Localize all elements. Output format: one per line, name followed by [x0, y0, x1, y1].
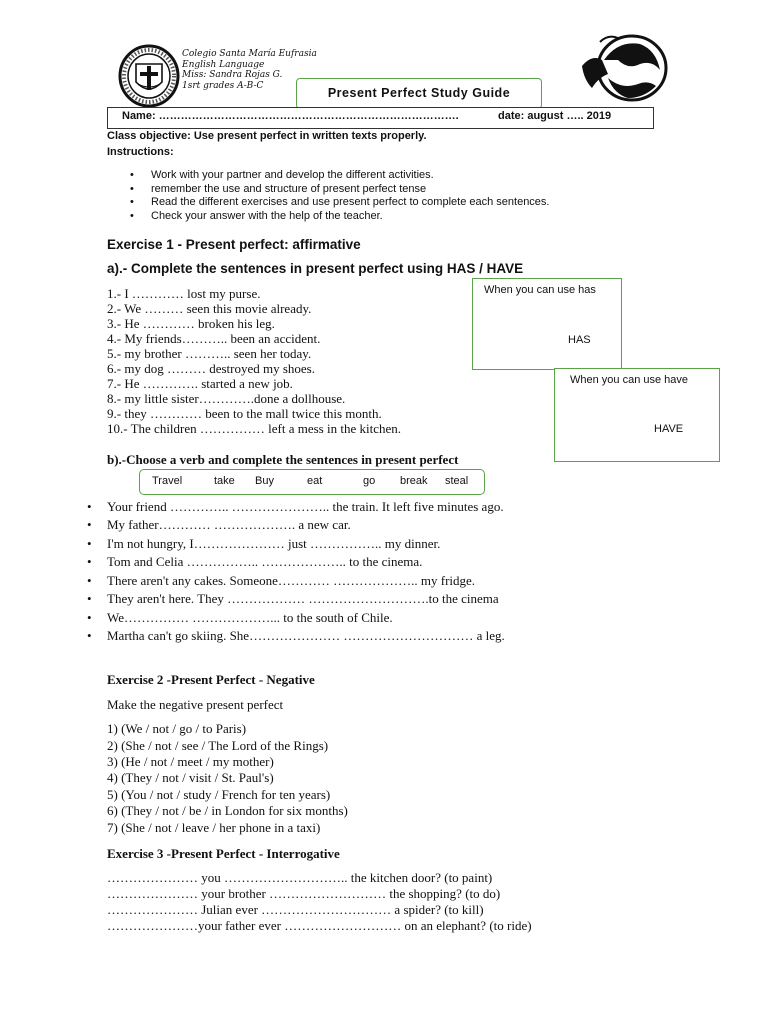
teacher-name: Miss: Sandra Rojas G.: [182, 70, 283, 80]
verb-bank: [139, 469, 485, 495]
name-field[interactable]: Name: ……………………………………………………………………….: [122, 110, 459, 122]
exercise2-subtitle: Make the negative present perfect: [107, 697, 284, 712]
question-item: ………………… you ……………………….. the kitchen door? (to paint): [107, 870, 493, 885]
bullet: •: [87, 536, 92, 551]
sentence-item: I'm not hungry, I………………… just …………….. my dinner.: [107, 536, 441, 551]
instructions-list: [130, 169, 549, 223]
sentence-item: We…………… ………………... to the south of Chile.: [107, 610, 393, 625]
verb-word: go: [363, 475, 376, 487]
question-item: ………………… your brother ……………………… the shopping? (to do): [107, 886, 501, 901]
verb-word: break: [400, 475, 428, 487]
sentence-item: Your friend ………….. ………………….. the train. It left five minutes ago.: [107, 499, 504, 514]
have-box-heading: When you can use have: [570, 374, 689, 386]
negative-item: 3) (He / not / meet / my mother): [107, 754, 274, 769]
sentence-item: My father………… ………………. a new car.: [107, 517, 351, 532]
instruction-item: • Work with your partner and develop the different activities.: [130, 169, 549, 183]
instruction-item: • Check your answer with the help of the teacher.: [130, 210, 549, 224]
class-objective: Class objective: Use present perfect in written texts properly.: [107, 130, 427, 142]
page-title: Present Perfect Study Guide: [327, 86, 511, 100]
verb-word: Buy: [255, 475, 274, 487]
sentence-item: Martha can't go skiing. She………………… ………………………… a leg.: [107, 628, 505, 643]
bullet: •: [87, 499, 92, 514]
verb-word: eat: [307, 475, 323, 487]
sentence-item: 10.- The children …………… left a mess in the kitchen.: [107, 421, 401, 436]
sentence-item: 7.- He …………. started a new job.: [107, 376, 293, 391]
school-crest-logo: [118, 44, 180, 108]
exercise3-title: Exercise 3 -Present Perfect - Interrogative: [107, 846, 340, 861]
bullet: •: [87, 591, 92, 606]
negative-item: 5) (You / not / study / French for ten years): [107, 787, 331, 802]
negative-item: 7) (She / not / leave / her phone in a taxi): [107, 820, 321, 835]
subject-name: English Language: [182, 59, 265, 70]
has-box-heading: When you can use has: [484, 284, 596, 296]
school-name: Colegio Santa María Eufrasia: [182, 49, 317, 59]
negative-item: 1) (We / not / go / to Paris): [107, 721, 247, 736]
instruction-item: • Read the different exercises and use present perfect to complete each sentences.: [130, 196, 549, 210]
exercise1-title: Exercise 1 - Present perfect: affirmative: [107, 237, 361, 252]
name-date-bar: [107, 107, 654, 129]
sentence-item: There aren't any cakes. Someone………… ……………….. my fridge.: [107, 573, 476, 588]
instructions-label: Instructions:: [107, 146, 174, 158]
exercise2-title: Exercise 2 -Present Perfect - Negative: [107, 672, 315, 687]
title-box: [296, 78, 542, 109]
has-box-word: HAS: [568, 334, 591, 346]
bullet: •: [87, 573, 92, 588]
verb-word: steal: [445, 475, 469, 487]
sentence-item: 2.- We ……… seen this movie already.: [107, 301, 312, 316]
exercise1-part-a-title: a).- Complete the sentences in present perfect using HAS / HAVE: [107, 261, 524, 276]
negative-item: 4) (They / not / visit / St. Paul's): [107, 770, 274, 785]
have-box-word: HAVE: [654, 423, 684, 435]
sentence-item: They aren't here. They ……………… ……………………….to the cinema: [107, 591, 499, 606]
sentence-item: 3.- He ………… broken his leg.: [107, 316, 275, 331]
exercise1-part-b-title: b).-Choose a verb and complete the sentences in present perfect: [107, 452, 459, 467]
has-box: [472, 278, 622, 370]
bullet: •: [87, 628, 92, 643]
have-box: [554, 368, 720, 462]
institute-logo: [578, 30, 674, 106]
instruction-item: • remember the use and structure of present perfect tense: [130, 183, 549, 197]
negative-item: 2) (She / not / see / The Lord of the Rings): [107, 738, 329, 753]
sentence-item: 4.- My friends……….. been an accident.: [107, 331, 321, 346]
sentence-item: 8.- my little sister………….done a dollhouse.: [107, 391, 346, 406]
bullet: •: [87, 554, 92, 569]
negative-item: 6) (They / not / be / in London for six months): [107, 803, 348, 818]
grades: 1srt grades A-B-C: [182, 80, 264, 91]
verb-word: take: [214, 475, 235, 487]
question-item: ………………… Julian ever ………………………… a spider? (to kill): [107, 902, 484, 917]
bullet: •: [87, 610, 92, 625]
verb-word: Travel: [152, 475, 183, 487]
sentence-item: 5.- my brother ……….. seen her today.: [107, 346, 312, 361]
question-item: …………………your father ever ……………………… on an elephant? (to ride): [107, 918, 532, 933]
sentence-item: 9.- they ………… been to the mall twice this month.: [107, 406, 382, 421]
bullet: •: [87, 517, 92, 532]
date-field[interactable]: date: august ….. 2019: [498, 110, 612, 122]
sentence-item: Tom and Celia …………….. ……………….. to the cinema.: [107, 554, 423, 569]
sentence-item: 6.- my dog ……… destroyed my shoes.: [107, 361, 315, 376]
sentence-item: 1.- I ………… lost my purse.: [107, 286, 261, 301]
